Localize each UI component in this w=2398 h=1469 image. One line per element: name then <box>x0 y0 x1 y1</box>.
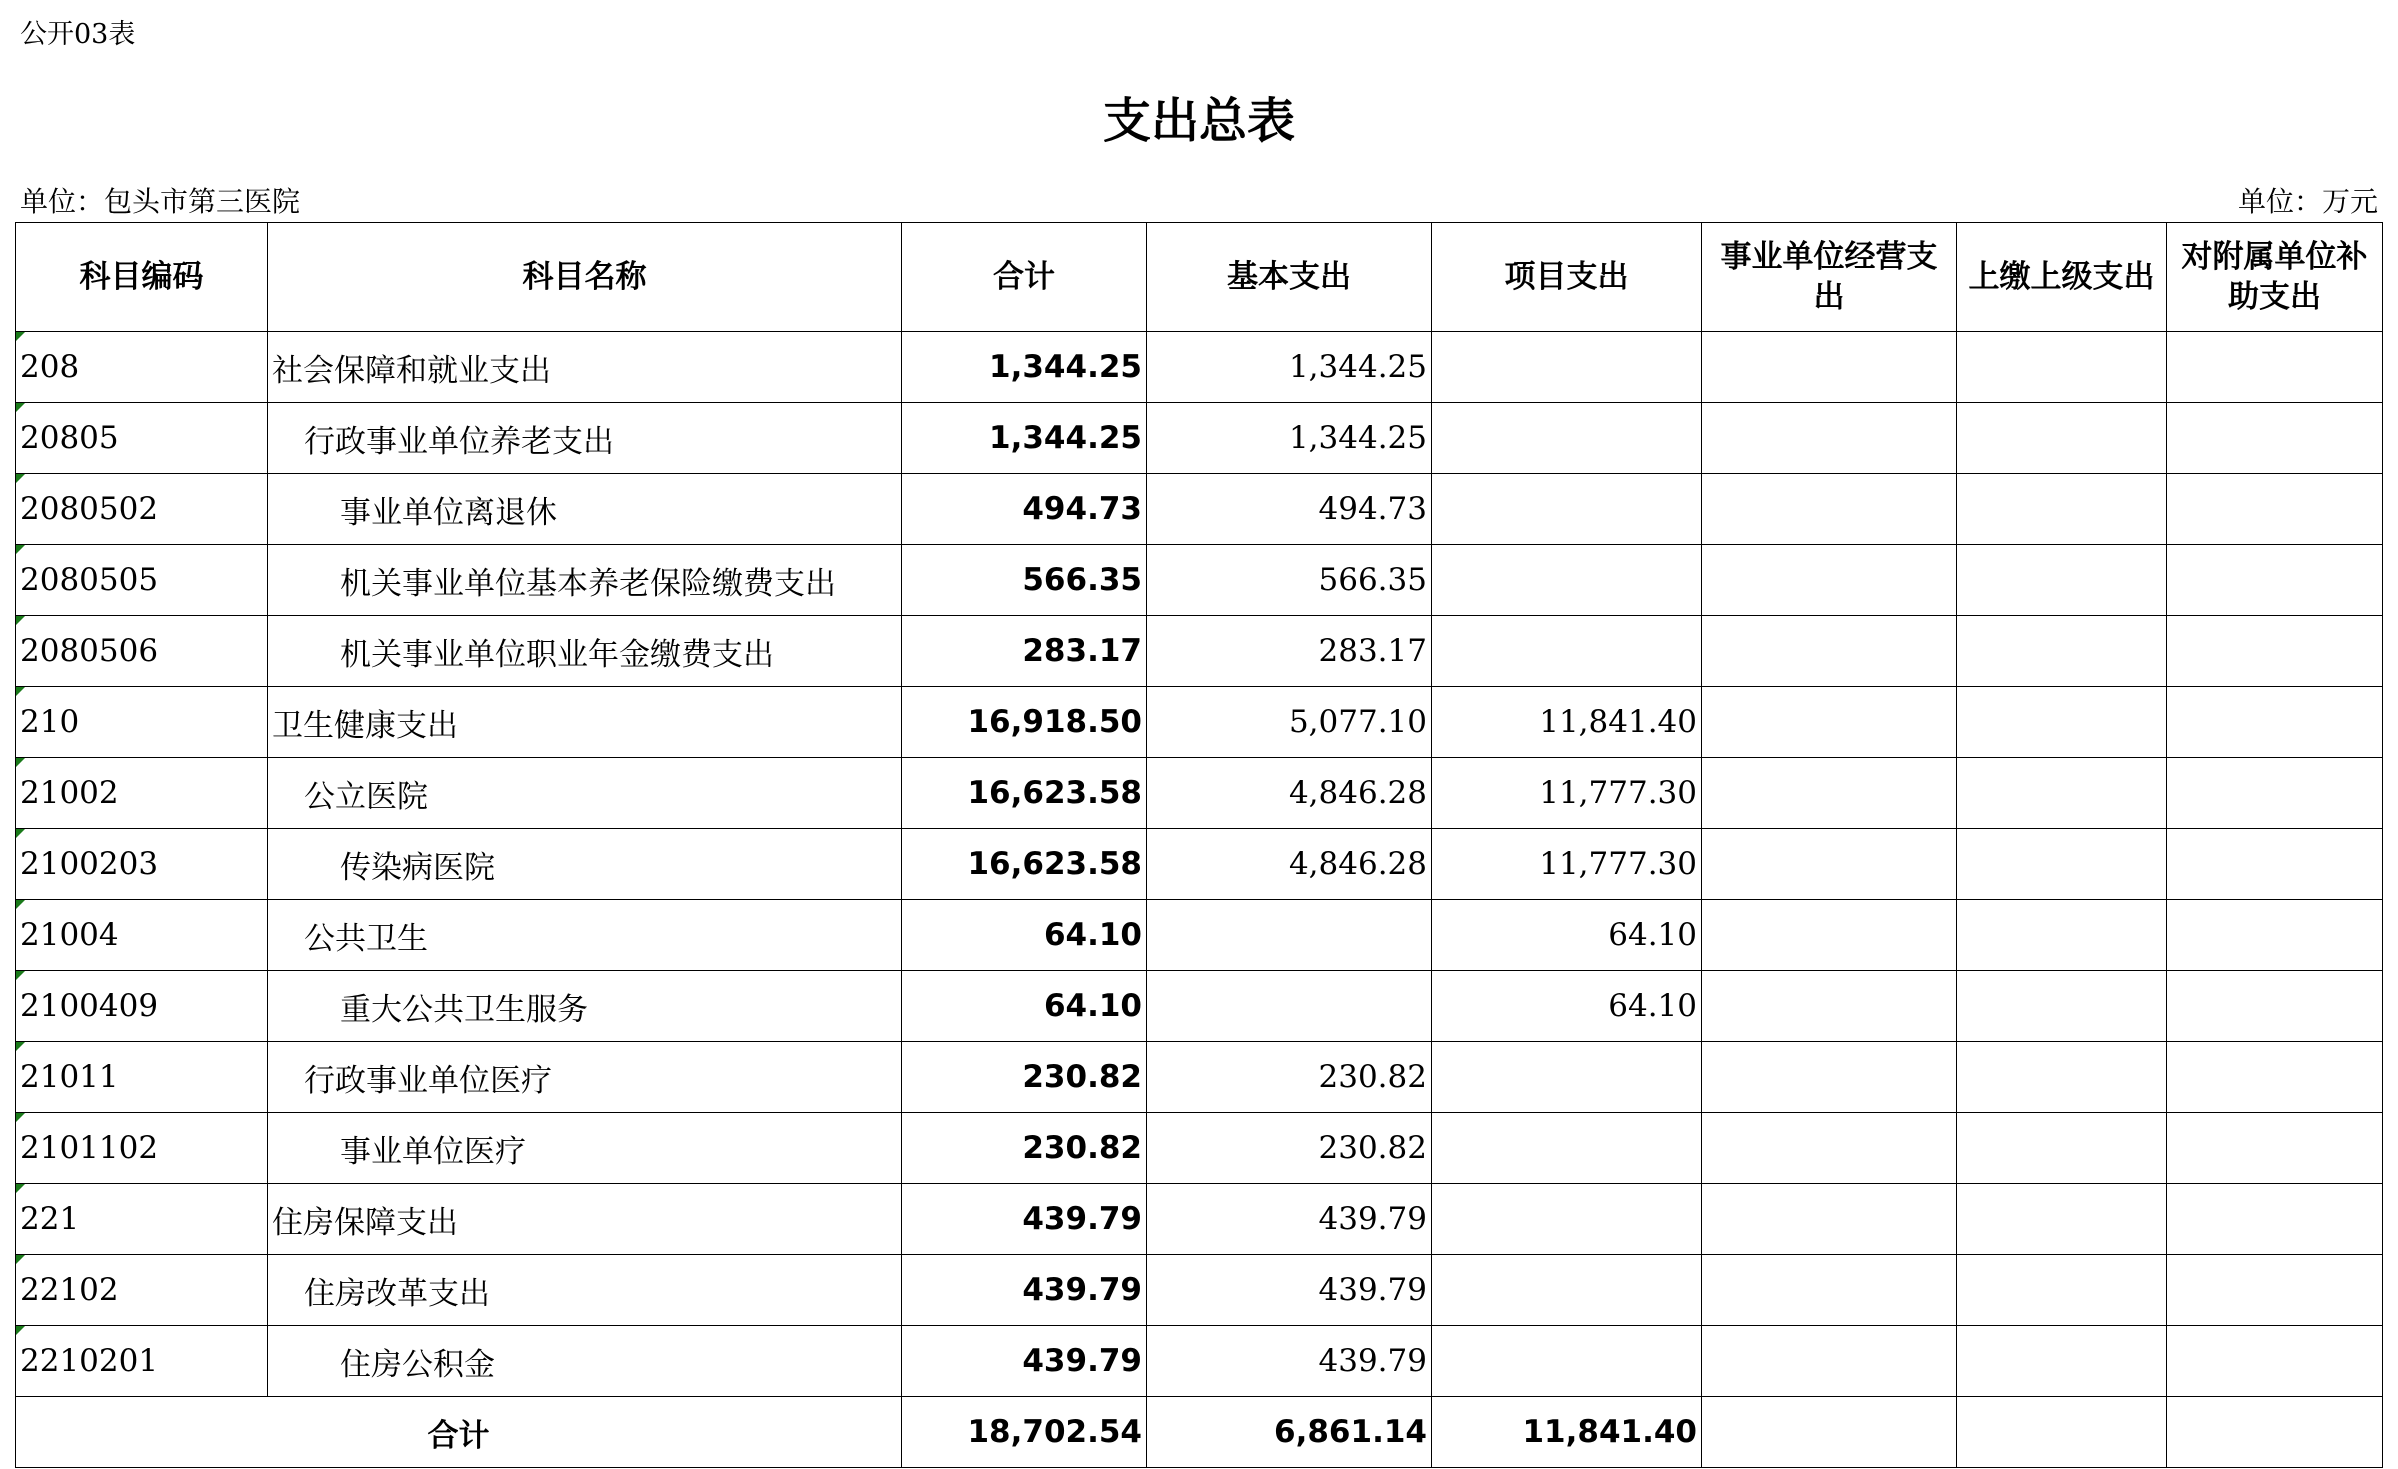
row-business <box>1702 616 1957 687</box>
row-name: 行政事业单位医疗 <box>268 1042 902 1113</box>
row-total: 16,623.58 <box>902 829 1147 900</box>
table-row <box>16 758 2383 829</box>
row-code: 2210201 <box>16 1326 268 1397</box>
row-basic: 439.79 <box>1147 1255 1432 1326</box>
row-business <box>1702 1255 1957 1326</box>
row-total: 439.79 <box>902 1184 1147 1255</box>
row-upper <box>1957 474 2167 545</box>
row-subsidy <box>2167 1113 2383 1184</box>
row-upper <box>1957 545 2167 616</box>
row-basic: 283.17 <box>1147 616 1432 687</box>
row-total: 494.73 <box>902 474 1147 545</box>
column-header-upper: 上缴上级支出 <box>1957 223 2167 332</box>
row-subsidy <box>2167 474 2383 545</box>
row-upper <box>1957 900 2167 971</box>
row-total: 16,623.58 <box>902 758 1147 829</box>
row-code: 2101102 <box>16 1113 268 1184</box>
row-business <box>1702 829 1957 900</box>
row-total: 1,344.25 <box>902 403 1147 474</box>
row-name: 住房保障支出 <box>268 1184 902 1255</box>
table-row <box>16 545 2383 616</box>
total-project: 11,841.40 <box>1432 1397 1702 1468</box>
page-title: 支出总表 <box>1102 93 1295 149</box>
row-total: 566.35 <box>902 545 1147 616</box>
row-subsidy <box>2167 1255 2383 1326</box>
row-project <box>1432 403 1702 474</box>
row-upper <box>1957 687 2167 758</box>
row-total: 230.82 <box>902 1042 1147 1113</box>
row-name: 机关事业单位基本养老保险缴费支出 <box>268 545 902 616</box>
row-project <box>1432 332 1702 403</box>
currency-unit: 单位：万元 <box>2237 185 2378 218</box>
row-total: 64.10 <box>902 900 1147 971</box>
row-name: 社会保障和就业支出 <box>268 332 902 403</box>
row-name: 公立医院 <box>268 758 902 829</box>
row-project <box>1432 1113 1702 1184</box>
table-row <box>16 971 2383 1042</box>
row-subsidy <box>2167 1326 2383 1397</box>
row-code: 21004 <box>16 900 268 971</box>
row-project <box>1432 1042 1702 1113</box>
table-row <box>16 900 2383 971</box>
row-basic: 5,077.10 <box>1147 687 1432 758</box>
row-subsidy <box>2167 1042 2383 1113</box>
row-code: 221 <box>16 1184 268 1255</box>
row-total: 439.79 <box>902 1255 1147 1326</box>
table-row <box>16 829 2383 900</box>
column-header-business: 事业单位经营支出 <box>1702 223 1957 332</box>
row-basic: 4,846.28 <box>1147 829 1432 900</box>
row-project <box>1432 1255 1702 1326</box>
table-row <box>16 474 2383 545</box>
row-subsidy <box>2167 829 2383 900</box>
expenditure-table <box>15 222 2383 1468</box>
row-basic: 230.82 <box>1147 1042 1432 1113</box>
row-total: 230.82 <box>902 1113 1147 1184</box>
row-basic: 4,846.28 <box>1147 758 1432 829</box>
row-business <box>1702 332 1957 403</box>
total-row <box>16 1397 2383 1468</box>
row-subsidy <box>2167 1184 2383 1255</box>
column-header-name: 科目名称 <box>268 223 902 332</box>
total-label: 合计 <box>16 1397 902 1468</box>
row-business <box>1702 403 1957 474</box>
row-basic: 1,344.25 <box>1147 403 1432 474</box>
table-row <box>16 616 2383 687</box>
row-subsidy <box>2167 758 2383 829</box>
row-subsidy <box>2167 332 2383 403</box>
row-code: 20805 <box>16 403 268 474</box>
table-row <box>16 332 2383 403</box>
header-row <box>16 223 2383 332</box>
row-total: 283.17 <box>902 616 1147 687</box>
total-upper <box>1957 1397 2167 1468</box>
row-upper <box>1957 403 2167 474</box>
row-name: 事业单位医疗 <box>268 1113 902 1184</box>
row-subsidy <box>2167 616 2383 687</box>
row-upper <box>1957 332 2167 403</box>
total-sum: 18,702.54 <box>902 1397 1147 1468</box>
row-basic: 230.82 <box>1147 1113 1432 1184</box>
row-name: 机关事业单位职业年金缴费支出 <box>268 616 902 687</box>
row-basic: 439.79 <box>1147 1326 1432 1397</box>
row-project <box>1432 616 1702 687</box>
row-upper <box>1957 971 2167 1042</box>
table-row <box>16 1042 2383 1113</box>
row-project: 11,777.30 <box>1432 758 1702 829</box>
table-row <box>16 1113 2383 1184</box>
column-header-code: 科目编码 <box>16 223 268 332</box>
row-subsidy <box>2167 545 2383 616</box>
row-business <box>1702 758 1957 829</box>
row-project <box>1432 545 1702 616</box>
row-project: 64.10 <box>1432 971 1702 1042</box>
row-upper <box>1957 1042 2167 1113</box>
row-basic <box>1147 971 1432 1042</box>
table-row <box>16 1255 2383 1326</box>
row-business <box>1702 474 1957 545</box>
row-business <box>1702 1113 1957 1184</box>
table-row <box>16 687 2383 758</box>
total-subsidy <box>2167 1397 2383 1468</box>
reporting-unit: 单位：包头市第三医院 <box>20 185 301 218</box>
row-basic <box>1147 900 1432 971</box>
row-project <box>1432 474 1702 545</box>
row-code: 22102 <box>16 1255 268 1326</box>
row-name: 行政事业单位养老支出 <box>268 403 902 474</box>
row-subsidy <box>2167 971 2383 1042</box>
table-row <box>16 1184 2383 1255</box>
row-business <box>1702 1184 1957 1255</box>
row-code: 208 <box>16 332 268 403</box>
row-name: 住房公积金 <box>268 1326 902 1397</box>
row-upper <box>1957 1326 2167 1397</box>
total-business <box>1702 1397 1957 1468</box>
row-basic: 494.73 <box>1147 474 1432 545</box>
row-upper <box>1957 616 2167 687</box>
row-business <box>1702 1326 1957 1397</box>
row-business <box>1702 545 1957 616</box>
row-business <box>1702 900 1957 971</box>
row-upper <box>1957 829 2167 900</box>
row-total: 439.79 <box>902 1326 1147 1397</box>
row-upper <box>1957 1184 2167 1255</box>
column-header-total: 合计 <box>902 223 1147 332</box>
row-project <box>1432 1326 1702 1397</box>
row-basic: 566.35 <box>1147 545 1432 616</box>
table-row <box>16 403 2383 474</box>
row-business <box>1702 687 1957 758</box>
column-header-project: 项目支出 <box>1432 223 1702 332</box>
row-code: 2100203 <box>16 829 268 900</box>
row-project: 64.10 <box>1432 900 1702 971</box>
column-header-subsidy: 对附属单位补助支出 <box>2167 223 2383 332</box>
row-business <box>1702 971 1957 1042</box>
row-name: 住房改革支出 <box>268 1255 902 1326</box>
row-subsidy <box>2167 403 2383 474</box>
row-total: 1,344.25 <box>902 332 1147 403</box>
row-code: 210 <box>16 687 268 758</box>
row-subsidy <box>2167 687 2383 758</box>
row-code: 21011 <box>16 1042 268 1113</box>
row-name: 重大公共卫生服务 <box>268 971 902 1042</box>
row-upper <box>1957 1113 2167 1184</box>
row-basic: 1,344.25 <box>1147 332 1432 403</box>
row-code: 2100409 <box>16 971 268 1042</box>
row-total: 64.10 <box>902 971 1147 1042</box>
row-code: 21002 <box>16 758 268 829</box>
row-project: 11,777.30 <box>1432 829 1702 900</box>
row-upper <box>1957 1255 2167 1326</box>
row-project: 11,841.40 <box>1432 687 1702 758</box>
column-header-basic: 基本支出 <box>1147 223 1432 332</box>
row-code: 2080502 <box>16 474 268 545</box>
row-subsidy <box>2167 900 2383 971</box>
row-name: 传染病医院 <box>268 829 902 900</box>
row-code: 2080506 <box>16 616 268 687</box>
total-basic: 6,861.14 <box>1147 1397 1432 1468</box>
row-name: 卫生健康支出 <box>268 687 902 758</box>
row-upper <box>1957 758 2167 829</box>
form-number: 公开03表 <box>20 19 136 50</box>
row-name: 公共卫生 <box>268 900 902 971</box>
row-project <box>1432 1184 1702 1255</box>
row-business <box>1702 1042 1957 1113</box>
row-total: 16,918.50 <box>902 687 1147 758</box>
row-basic: 439.79 <box>1147 1184 1432 1255</box>
row-code: 2080505 <box>16 545 268 616</box>
row-name: 事业单位离退休 <box>268 474 902 545</box>
table-row <box>16 1326 2383 1397</box>
